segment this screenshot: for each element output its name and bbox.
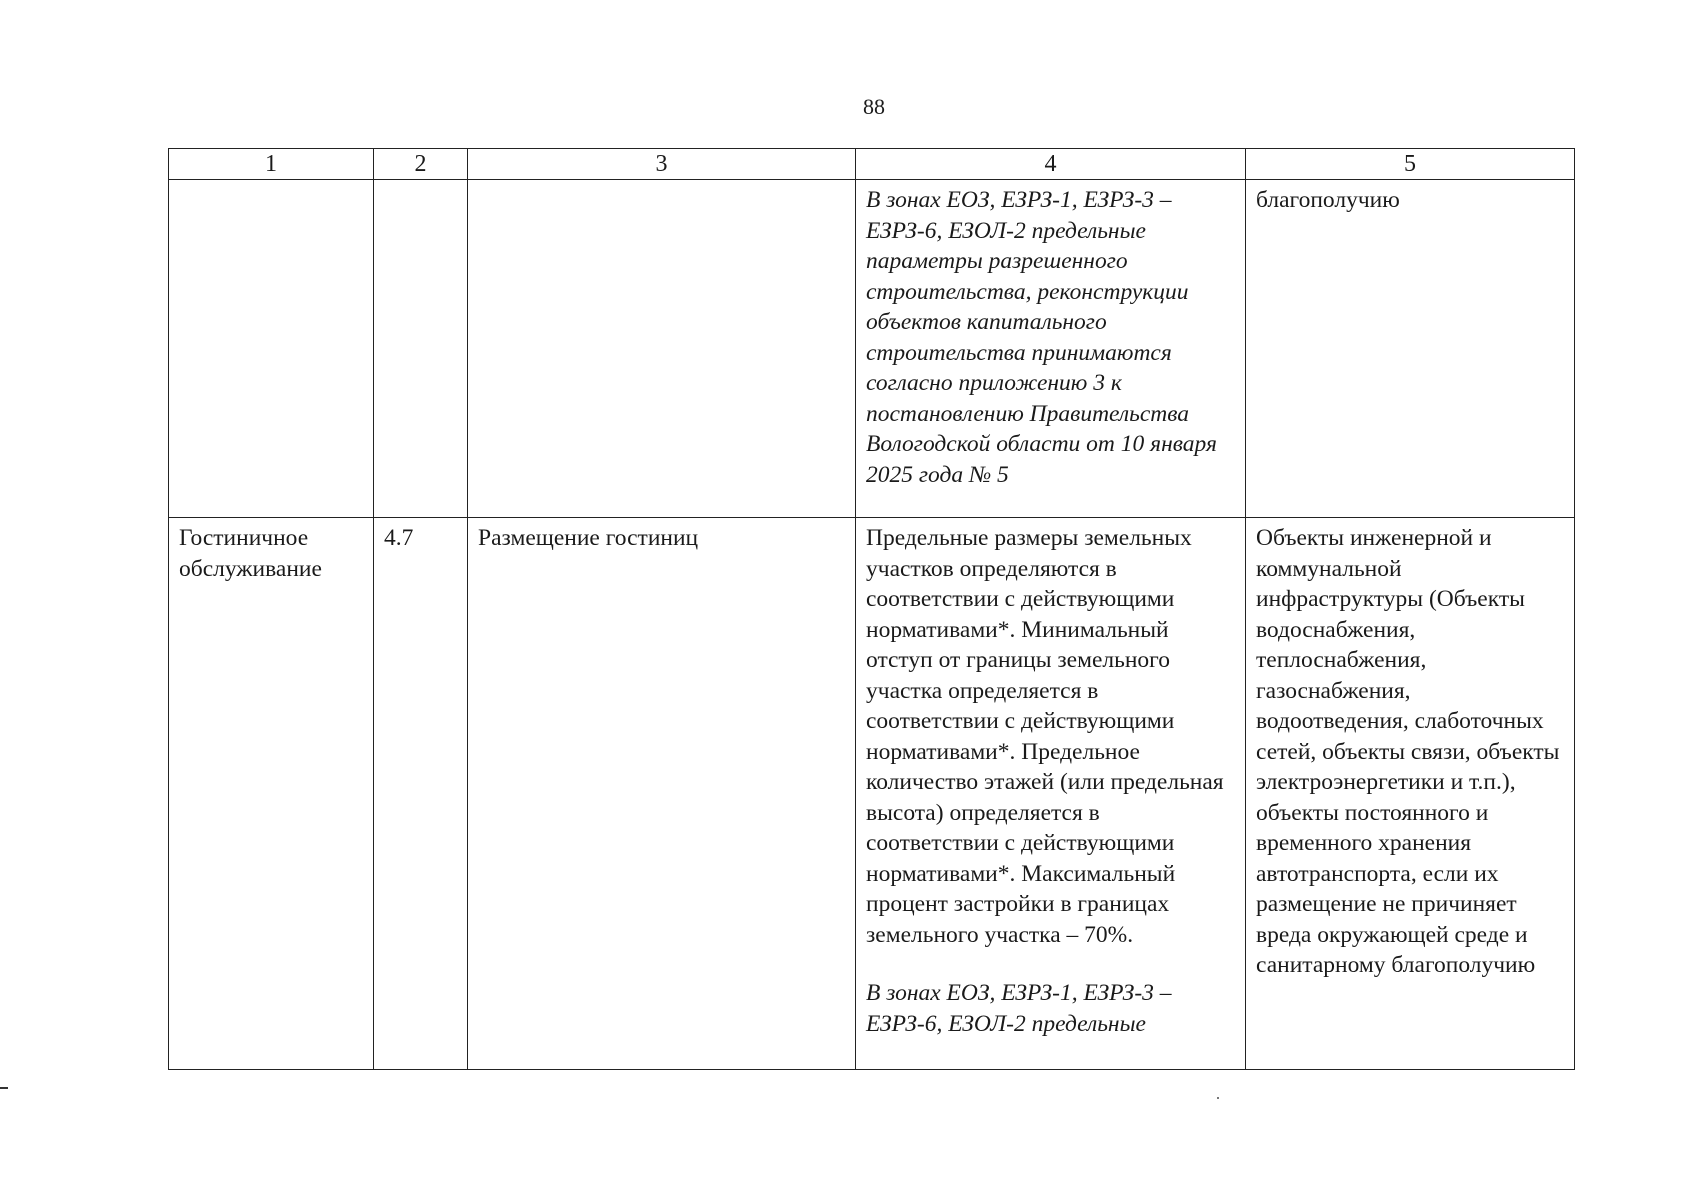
row2-type-cell <box>169 518 374 1070</box>
scan-artifact-mark <box>0 1087 8 1089</box>
row2-parameters-cell <box>856 518 1246 1070</box>
column-header-1: 1 <box>169 149 374 180</box>
row2-description-cell <box>468 518 856 1070</box>
row1-parameters-italic-text: В зонах ЕОЗ, ЕЗРЗ-1, ЕЗРЗ-3 – ЕЗРЗ-6, ЕЗОЛ-2 предельные параметры разрешенного строительства, реконструкции объектов капитального строительства принимаются согласно приложению 3 к постановлению Правительства Вологодской области от 10 января 2025 года № 5 <box>866 187 1217 488</box>
table-row <box>169 518 1575 1070</box>
row1-type-cell <box>169 180 374 518</box>
row2-type-text: Гостиничное обслуживание <box>179 525 322 582</box>
row1-auxiliary-cell <box>1246 180 1575 518</box>
row2-parameters-text: Предельные размеры земельных участков определяются в соответствии с действующими нормативами*. Минимальный отступ от границы земельного участка определяется в соответствии с действующими нормативами*. Предельное количество этажей (или предельная высота) определяется в соответствии с действующими нормативами*. Максимальный процент застройки в границах земельного участка – 70%. <box>866 525 1224 948</box>
column-header-2: 2 <box>374 149 468 180</box>
row2-auxiliary-cell <box>1246 518 1575 1070</box>
page-number: 88 <box>863 94 885 119</box>
row2-auxiliary-text: Объекты инженерной и коммунальной инфраструктуры (Объекты водоснабжения, теплоснабжения, газоснабжения, водоотведения, слаботочных сетей, объекты связи, объекты электроэнергетики и т.п.), объекты постоянного и временного хранения автотранспорта, если их размещение не причиняет вреда окружающей среде и санитарному благополучию <box>1256 525 1560 978</box>
row1-parameters-cell <box>856 180 1246 518</box>
row2-parameters-italic-text: В зонах ЕОЗ, ЕЗРЗ-1, ЕЗРЗ-3 – ЕЗРЗ-6, ЕЗОЛ-2 предельные <box>866 980 1172 1037</box>
row1-auxiliary-text: благополучию <box>1256 187 1400 213</box>
row1-code-cell <box>374 180 468 518</box>
table-row <box>169 180 1575 518</box>
regulation-table <box>168 148 1575 1070</box>
row1-description-cell <box>468 180 856 518</box>
column-header-4: 4 <box>856 149 1246 180</box>
row2-code-text: 4.7 <box>384 525 414 551</box>
column-header-3: 3 <box>468 149 856 180</box>
scan-artifact-dot <box>1217 1097 1219 1099</box>
table-header-row <box>169 149 1575 180</box>
row2-description-text: Размещение гостиниц <box>478 525 699 551</box>
row2-code-cell <box>374 518 468 1070</box>
paragraph-gap <box>866 950 1237 978</box>
column-header-5: 5 <box>1246 149 1575 180</box>
